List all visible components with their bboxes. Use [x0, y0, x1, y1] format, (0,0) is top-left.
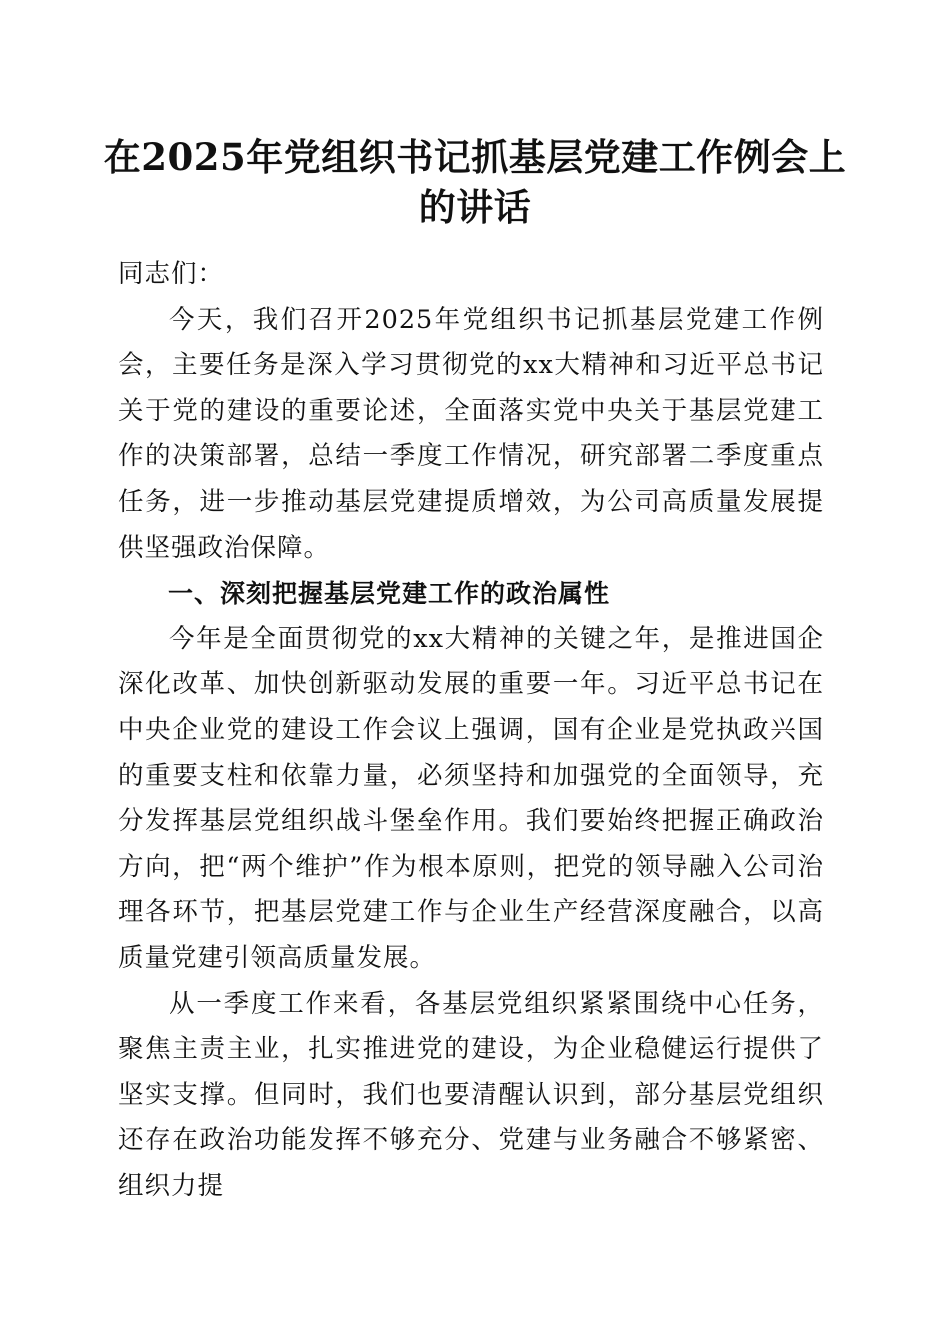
section1-paragraph-1: 今年是全面贯彻党的xx大精神的关键之年，是推进国企深化改革、加快创新驱动发展的重要一年。习近平总书记在中央企业党的建设工作会议上强调，国有企业是党执政兴国的重要支柱和依靠力量，必须坚持和加强党的全面领导，充分发挥基层党组织战斗堡垒作用。我们要始终把握正确政治方向，把“两个维护”作为根本原则，把党的领导融入公司治理各环节，把基层党建工作与企业生产经营深度融合，以高质量党建引领高质量发展。: [118, 623, 824, 973]
title-line-1: 在2025年党组织书记抓基层党建工作例会上: [103, 135, 847, 179]
title-line-2: 的讲话: [418, 185, 532, 229]
document-title: [100, 132, 850, 232]
intro-paragraph: 今天，我们召开2025年党组织书记抓基层党建工作例会，主要任务是深入学习贯彻党的xx大精神和习近平总书记关于党的建设的重要论述，全面落实党中央关于基层党建工作的决策部署，总结一季度工作情况，研究部署二季度重点任务，进一步推动基层党建提质增效，为公司高质量发展提供坚强政治保障。: [118, 304, 824, 563]
section-heading-1: 一、深刻把握基层党建工作的政治属性: [168, 579, 611, 609]
salutation: 同志们：: [118, 259, 225, 289]
document-body: [118, 252, 824, 1209]
section1-paragraph-2: 从一季度工作来看，各基层党组织紧紧围绕中心任务，聚焦主责主业，扎实推进党的建设，为企业稳健运行提供了坚实支撑。但同时，我们也要清醒认识到，部分基层党组织还存在政治功能发挥不够充分、党建与业务融合不够紧密、组织力提: [118, 988, 824, 1201]
